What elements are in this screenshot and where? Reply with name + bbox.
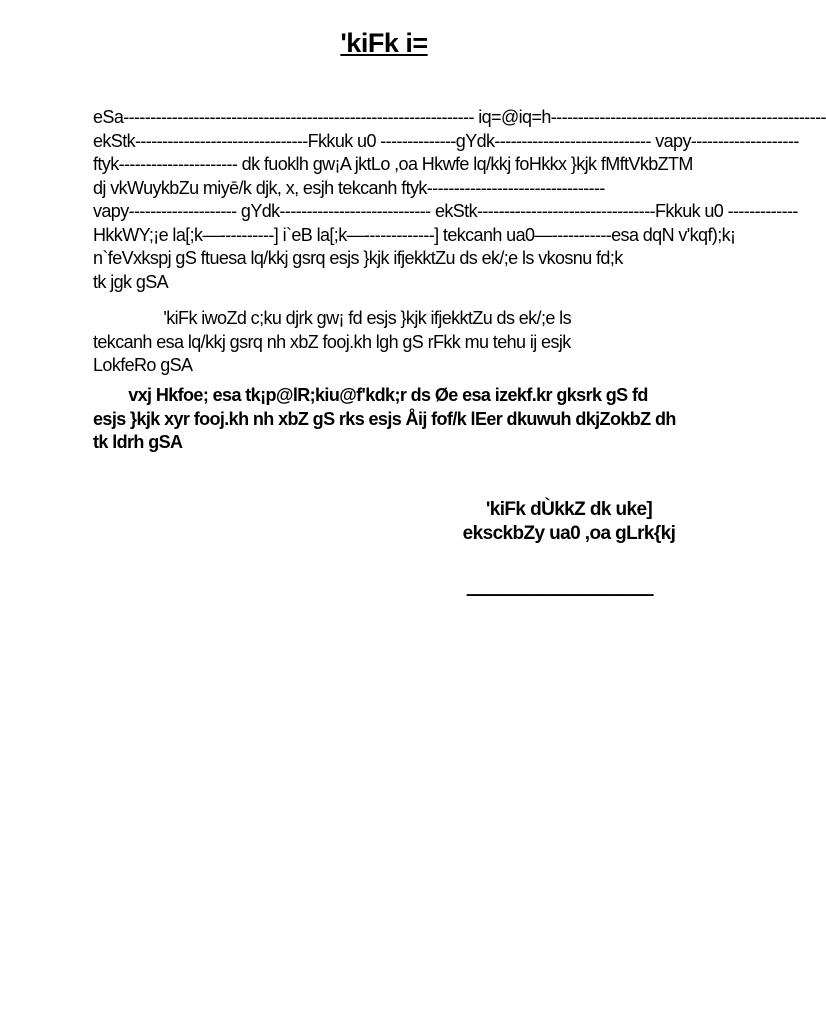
signatory-name-label: 'kiFk dÙkkZ dk uke] xyxy=(485,499,653,520)
text-line: n`feVxkspj gS ftuesa lq/kkj gsrq esjs }kjk ifjekktZu ds ek/;e ls vkosnu fd;k xyxy=(93,248,623,268)
text-line: tk jgk gSA xyxy=(93,271,169,292)
text-line: esjs }kjk xyr fooj.kh nh xbZ gS rks esjs Åij fof/k lEer dkuwuh dkjZokbZ dh xyxy=(93,408,676,429)
paragraph-details xyxy=(93,106,826,294)
signature-line: -------------------------------------------------------- xyxy=(466,586,653,603)
text-line: LokfeRo gSA xyxy=(93,355,193,375)
signatory-mobile-label: eksckbZy ua0 ,oa gLrk{kj xyxy=(462,523,676,544)
signature-block xyxy=(440,498,698,546)
text-line: 'kiFk iwoZd c;ku djrk gw¡ fd esjs }kjk ifjekktZu ds ek/;e ls xyxy=(93,308,571,328)
text-line: vxj Hkfoe; esa tk¡p@lR;kiu@f'kdk;r ds Øe esa izekf.kr gksrk gS fd xyxy=(93,385,648,405)
text-line: HkkWY;¡e la[;k—----------] i`eB la[;k—-------------] tekcanh ua0—-----------esa dqN v'kqf);k¡ xyxy=(93,224,736,245)
text-line: vapy-------------------- gYdk---------------------------- ekStk---------------------------------Fkkuk u0 ------------- xyxy=(93,201,798,221)
document-title: 'kiFk i= xyxy=(340,28,428,58)
text-line: dj vkWuykbZu miyē/k djk, x, esjh tekcanh ftyk--------------------------------- xyxy=(93,177,605,198)
paragraph-declaration xyxy=(93,384,675,455)
text-line: ekStk--------------------------------Fkkuk u0 --------------gYdk----------------------------- vapy-------------------- xyxy=(93,130,799,151)
text-line: eSa----------------------------------------------------------------- iq=@iq=h--------------------------------------------------- xyxy=(93,107,826,127)
text-line: ftyk---------------------- dk fuoklh gw¡A jktLo ,oa Hkwfe lq/kkj foHkkx }kjk fMftVkbZTM xyxy=(93,154,693,174)
text-line: tekcanh esa lq/kkj gsrq nh xbZ fooj.kh lgh gS rFkk mu tehu ij esjk xyxy=(93,331,571,352)
paragraph-oath xyxy=(93,307,675,378)
text-line: tk ldrh gSA xyxy=(93,432,183,452)
